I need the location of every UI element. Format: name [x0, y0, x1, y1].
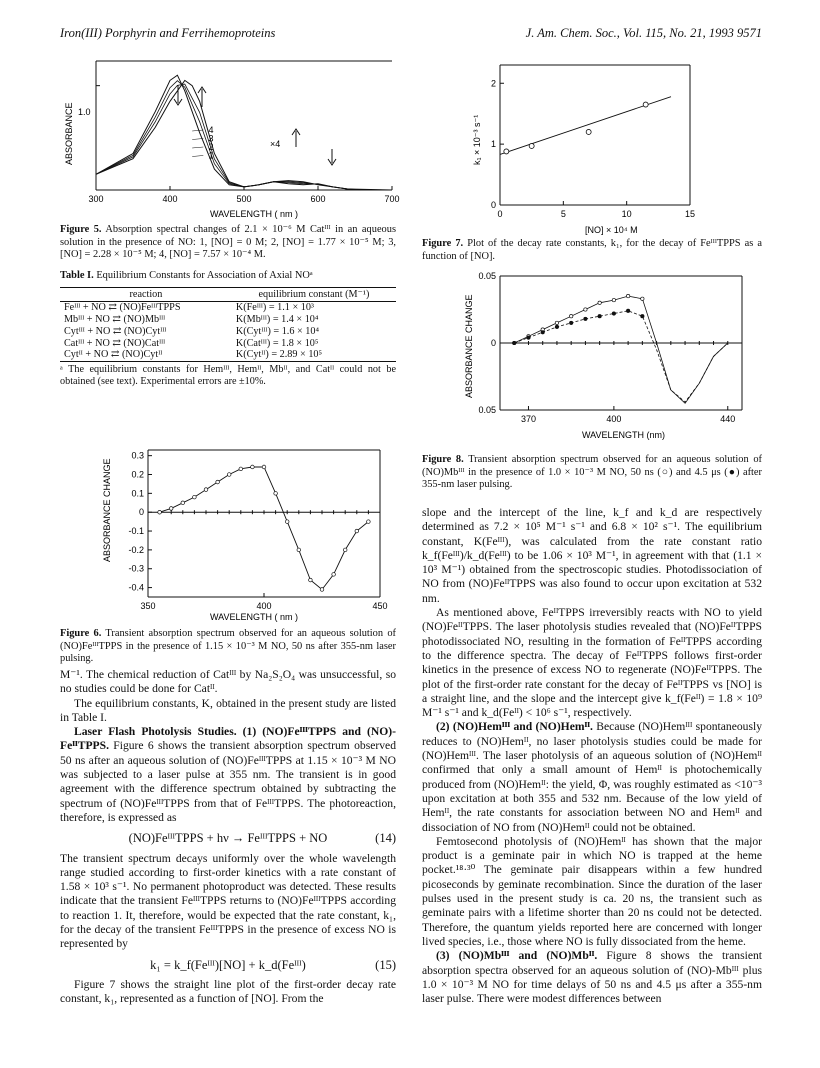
- fig5-ytick: 1.0: [78, 107, 91, 117]
- section-head: (3) (NO)Mbᴵᴵᴵ and (NO)Mbᴵᴵ.: [436, 949, 598, 963]
- equation-text: (NO)FeᴵᴵᴵTPPS + hν → FeᴵᴵᴵTPPS + NO: [128, 831, 328, 846]
- data-point: [309, 578, 313, 582]
- curve-label-3: 3: [208, 133, 214, 144]
- series-1-line: [96, 75, 392, 190]
- equation-text: k₁ = k_f(Feᴵᴵᴵ)[NO] + k_d(Feᴵᴵᴵ): [150, 957, 306, 972]
- series-2-line: [96, 81, 392, 190]
- data-point: [584, 317, 587, 320]
- data-point: [504, 149, 509, 154]
- data-point: [598, 315, 601, 318]
- table-cell: K(Cytᴵᴵ) = 2.89 × 10⁵: [235, 349, 323, 361]
- data-point: [193, 495, 197, 499]
- curve-label-1: 1: [208, 150, 214, 161]
- data-point: [158, 510, 162, 514]
- y-tick-label: -0.4: [128, 582, 144, 593]
- data-point: [513, 341, 516, 344]
- equation-14: [60, 831, 396, 845]
- curve-leader: [192, 156, 203, 157]
- fig8-ylabel: ABSORBANCE CHANGE: [464, 294, 474, 398]
- x-tick-label: 370: [520, 414, 536, 424]
- x-tick-label: 400: [162, 194, 178, 204]
- table1-title: Equilibrium Constants for Association of Axial NOᵃ: [96, 270, 313, 281]
- fig8-caption-text: Transient absorption spectrum observed for an aqueous solution of (NO)Mbᴵᴵᴵ in the presence of 1.0 × 10⁻³ M NO, 50 ns (○) and 4.5 μs (●) after 355-nm laser pulsing.: [422, 454, 762, 490]
- fig5-caption-text: Absorption spectral changes of 2.1 × 10⁻⁶ M Catᴵᴵᴵ in an aqueous solution in the presence of NO: 1, [NO] = 0 M; 2, [NO] = 1.77 × 10⁻⁵ M; 3, [NO] = 2.28 × 10⁻⁵ M; 4, [NO] = 7.57 × 10⁻⁴ M.: [60, 224, 396, 260]
- data-point: [239, 467, 243, 471]
- y-tick-label: 0.05: [478, 271, 496, 281]
- data-point: [626, 294, 629, 297]
- paragraph: [60, 725, 396, 825]
- paragraph: The equilibrium constants, K, obtained in the present study are listed in Table I.: [60, 696, 396, 724]
- data-point: [569, 315, 572, 318]
- fig6-caption-label: Figure 6.: [60, 628, 102, 639]
- fig7-ylabel: k₁ × 10⁻³ s⁻¹: [472, 114, 482, 165]
- y-tick-label: 0.1: [131, 488, 144, 499]
- fig5-ylabel: ABSORBANCE: [64, 102, 74, 165]
- data-point: [204, 488, 208, 492]
- data-point: [643, 102, 648, 107]
- data-point: [181, 501, 185, 505]
- running-head-right: J. Am. Chem. Soc., Vol. 115, No. 21, 1993 9571: [525, 26, 762, 40]
- data-point: [569, 321, 572, 324]
- y-tick-label: 0.2: [131, 469, 144, 480]
- x-tick-label: 10: [621, 209, 632, 219]
- table-row: [60, 314, 396, 326]
- fig6-xlabel: WAVELENGTH ( nm ): [210, 612, 299, 622]
- fig5-arrow-down-right: [328, 149, 336, 165]
- paragraph: Femtosecond photolysis of (NO)Hemᴵᴵ has shown that the major product is a geminate pair in which NO is trapped at the heme pocket.¹⁸·³⁰ The geminate pair disappears within a few hundred picoseconds by geminate recombination. Since the duration of the laser pulses used in the present study is ca. 20 ns, the transient such as geminate pairs with a lifetime shorter than 20 ns could not be detected. Therefore, the quantum yields reported here are concerned with longer lived species, i.e., those where NO is fully dissociated from the heme.: [422, 834, 762, 948]
- data-point: [527, 336, 530, 339]
- data-point: [216, 480, 220, 484]
- fig5-xlabel: WAVELENGTH ( nm ): [210, 209, 299, 219]
- y-tick-label: -0.2: [128, 544, 144, 555]
- data-point: [367, 520, 371, 524]
- figure-7-chart: [470, 55, 720, 235]
- equation-number: (15): [375, 957, 396, 972]
- x-tick-label: 600: [310, 194, 326, 204]
- spectrum-line: [160, 467, 369, 590]
- y-tick-label: 0.05: [478, 405, 496, 415]
- equation-15: [60, 958, 396, 972]
- table1-grid: [60, 287, 396, 362]
- table-cell: K(Cytᴵᴵᴵ) = 1.6 × 10⁴: [235, 325, 320, 337]
- paragraph: [422, 720, 762, 834]
- section-head: Laser Flash Photolysis Studies. (1) (NO)FeᴵᴵᴵTPPS and (NO)-FeᴵᴵTPPS.: [60, 725, 396, 753]
- curve-label-4: 4: [208, 125, 214, 135]
- curve-leader: [192, 130, 203, 131]
- data-point: [274, 492, 278, 496]
- data-point: [169, 507, 173, 511]
- figure-5-caption: [60, 224, 396, 262]
- data-point: [262, 465, 266, 469]
- y-tick-label: 1: [490, 139, 496, 150]
- data-point: [626, 309, 629, 312]
- x-tick-label: 350: [140, 601, 156, 611]
- right-body-text: [422, 506, 762, 1006]
- data-point: [541, 331, 544, 334]
- paragraph: As mentioned above, FeᴵᴵTPPS irreversibly reacts with NO to yield (NO)FeᴵᴵTPPS. The laser photolysis studies revealed that (NO)FeᴵᴵTPPS photodissociated NO, resulting in the formation of FeᴵᴵTPPS according to the difference spectra. The decay of FeᴵᴵTPPS follows first-order kinetics in the presence of excess NO to regenerate (NO)FeᴵᴵTPPS. The plot of the first-order rate constant for the decay of FeᴵᴵTPPS vs [NO] is a straight line, and the slope and the intercept give k_f(Feᴵᴵ) = 1.8 × 10⁹ M⁻¹ s⁻¹ and k_d(Feᴵᴵ) < 10⁶ s⁻¹, respectively.: [422, 606, 762, 720]
- fig5-arrow-up-left: [198, 87, 206, 107]
- data-point: [297, 548, 301, 552]
- left-body-text: [60, 668, 396, 1007]
- data-point: [332, 573, 336, 577]
- x-tick-label: 700: [384, 194, 400, 204]
- y-tick-label: 0: [490, 200, 496, 210]
- data-point: [598, 301, 601, 304]
- y-tick-label: 0: [138, 507, 144, 518]
- table1-col-reaction: reaction: [60, 287, 232, 302]
- fig6-ylabel: ABSORBANCE CHANGE: [102, 458, 112, 562]
- figure-8-chart: [452, 268, 752, 448]
- data-point: [529, 143, 534, 148]
- table-cell: K(Feᴵᴵᴵ) = 1.1 × 10³: [235, 302, 314, 314]
- fig6-caption-text: Transient absorption spectrum observed for an aqueous solution of (NO)FeᴵᴵᴵTPPS in the presence of 1.15 × 10⁻³ M NO, 50 ns after 355-nm laser pulsing.: [60, 628, 396, 664]
- data-point: [227, 473, 231, 477]
- section-head: (2) (NO)Hemᴵᴵᴵ and (NO)Hemᴵᴵ.: [436, 720, 593, 734]
- figure-8-caption: [422, 454, 762, 492]
- data-point: [251, 465, 255, 469]
- paragraph-text: Because (NO)Hemᴵᴵᴵ spontaneously reduces to (NO)Hemᴵᴵ, no laser photolysis studies could be made for (NO)Hemᴵᴵᴵ. The laser photolysis of an aqueous solution of (NO)Hemᴵᴵ confirmed that only a small amount of Hemᴵᴵ is photochemically produced from (NO)Hemᴵᴵ: the yield, Φ, was roughly estimated as <10⁻³ upon excitation at both 355 and 532 nm. Because of the low yield of Hemᴵᴵ, the rate constants for association between NO and Hemᴵᴵ and dissociation of NO from (NO)Hemᴵᴵ could not be obtained.: [422, 720, 762, 834]
- x-tick-label: 400: [606, 414, 622, 424]
- table-row: [60, 349, 396, 361]
- paragraph: The transient spectrum decays uniformly over the whole wavelength range studied according to first-order kinetics with a rate constant of 1.58 × 10³ s⁻¹. No permanent photoproduct was detected. These results indicate that the transient FeᴵᴵᴵTPPS returns to (NO)FeᴵᴵᴵTPPS according to reaction 1. It, therefore, would be expected that the rate constant, k₁, for the decay of the transient FeᴵᴵᴵTPPS in the presence of excess NO is represented by: [60, 851, 396, 951]
- table-row: [60, 338, 396, 350]
- fig5-caption-label: Figure 5.: [60, 224, 102, 235]
- fig8-caption-label: Figure 8.: [422, 454, 464, 465]
- fig7-caption-text: Plot of the decay rate constants, k₁, for the decay of FeᴵᴵᴵTPPS as a function of [NO].: [422, 238, 762, 262]
- y-tick-label: 0.3: [131, 450, 144, 461]
- running-head-left: Iron(III) Porphyrin and Ferrihemoproteins: [60, 26, 276, 40]
- table-cell: Feᴵᴵᴵ + NO ⇄ (NO)FeᴵᴵᴵTPPS: [64, 302, 181, 314]
- paragraph: Figure 7 shows the straight line plot of the first-order decay rate constant, k₁, represented as a function of [NO]. From the: [60, 977, 396, 1006]
- table-cell: Cytᴵᴵᴵ + NO ⇄ (NO)Cytᴵᴵᴵ: [64, 325, 167, 337]
- data-point: [641, 297, 644, 300]
- curve-leader: [192, 139, 203, 140]
- y-tick-label: 2: [490, 78, 496, 89]
- paragraph: [422, 949, 762, 1006]
- table1-col-constant: equilibrium constant (M⁻¹): [232, 287, 396, 302]
- table-cell: Catᴵᴵᴵ + NO ⇄ (NO)Catᴵᴵᴵ: [64, 337, 166, 349]
- data-point: [343, 548, 347, 552]
- x-tick-label: 300: [88, 194, 104, 204]
- paragraph-text: Figure 6 shows the transient absorption spectrum observed 50 ns after an aqueous solution of (NO)FeᴵᴵᴵTPPS at 1.15 × 10⁻³ M NO was subjected to a laser pulse at 355 nm. The transient is in good agreement with the difference spectrum obtained by subtracting the spectrum of (NO)FeᴵᴵᴵTPPS from that of FeᴵᴵᴵTPPS. The photoreaction, therefore, is expressed as: [60, 739, 396, 824]
- table1-footnote: ᵃ The equilibrium constants for Hemᴵᴵᴵ, Hemᴵᴵ, Mbᴵᴵ, and Catᴵᴵ could not be obtained (see text). Experimental errors are ±10%.: [60, 361, 396, 388]
- data-point: [355, 529, 359, 533]
- data-point: [555, 325, 558, 328]
- fig8-xlabel: WAVELENGTH (nm): [582, 430, 666, 440]
- figure-6-caption: [60, 628, 396, 666]
- x-tick-label: 400: [256, 601, 272, 611]
- fig7-caption-label: Figure 7.: [422, 238, 464, 249]
- fig5-x4: ×4: [270, 139, 281, 149]
- table-cell: K(Catᴵᴵᴵ) = 1.8 × 10⁵: [235, 337, 319, 349]
- series-4-line: [96, 80, 392, 190]
- data-point: [641, 315, 644, 318]
- curve-label-2: 2: [208, 142, 214, 152]
- figure-7-caption: [422, 238, 762, 263]
- data-point: [612, 312, 615, 315]
- table-cell: Mbᴵᴵᴵ + NO ⇄ (NO)Mbᴵᴵᴵ: [64, 314, 166, 326]
- curve-leader: [192, 147, 203, 148]
- data-point: [320, 588, 324, 592]
- y-tick-label: -0.3: [128, 563, 144, 574]
- paragraph: slope and the intercept of the line, k_f and k_d are respectively determined as 7.2 × 10⁵ M⁻¹ s⁻¹ and 6.8 × 10² s⁻¹. The equilibrium constant, K(Feᴵᴵᴵ), was calculated from the rate constant ratio k_f(Feᴵᴵᴵ)/k_d(Feᴵᴵᴵ) to be 1.06 × 10³ M⁻¹, in agreement with that (1.1 × 10³ M⁻¹) obtained from the spectroscopic studies. Photodissociation of NO from (NO)FeᴵᴵTPPS was also found to occur upon excitation at 532 nm.: [422, 506, 762, 605]
- table-row: [60, 326, 396, 338]
- figure-6-chart: [60, 442, 396, 622]
- data-point: [555, 321, 558, 324]
- fig5-arrow-up-right: [292, 129, 300, 147]
- data-point: [285, 520, 289, 524]
- table-1: [60, 270, 396, 388]
- table-cell: K(Mbᴵᴵᴵ) = 1.4 × 10⁴: [235, 314, 319, 326]
- equation-number: (14): [375, 831, 396, 846]
- table1-label: Table I.: [60, 270, 94, 281]
- paragraph-text: Figure 8 shows the transient absorption spectra observed for an aqueous solution of (NO)-Mbᴵᴵᴵ plus 1.0 × 10⁻³ M NO for time delays of 50 ns and 4.5 μs after a 355-nm laser pulse. There were modest differences between: [422, 949, 762, 1006]
- y-tick-label: 0: [490, 338, 496, 348]
- x-tick-label: 5: [560, 209, 566, 219]
- x-tick-label: 450: [372, 601, 388, 611]
- x-tick-label: 440: [720, 414, 736, 424]
- figure-5-chart: [60, 55, 400, 220]
- y-tick-label: -0.1: [128, 526, 144, 537]
- data-point: [584, 308, 587, 311]
- table-cell: Cytᴵᴵ + NO ⇄ (NO)Cytᴵᴵ: [64, 349, 163, 361]
- series-3-line: [96, 84, 392, 190]
- paragraph: M⁻¹. The chemical reduction of Catᴵᴵᴵ by Na₂S₂O₄ was unsuccessful, so no studies could be done for Catᴵᴵ.: [60, 668, 396, 696]
- x-tick-label: 500: [236, 194, 252, 204]
- x-tick-label: 15: [684, 209, 696, 219]
- table-row: [60, 302, 396, 314]
- data-point: [612, 298, 615, 301]
- data-point: [586, 129, 591, 134]
- fig7-xlabel: [NO] × 10⁴ M: [585, 225, 638, 235]
- x-tick-label: 0: [497, 209, 503, 219]
